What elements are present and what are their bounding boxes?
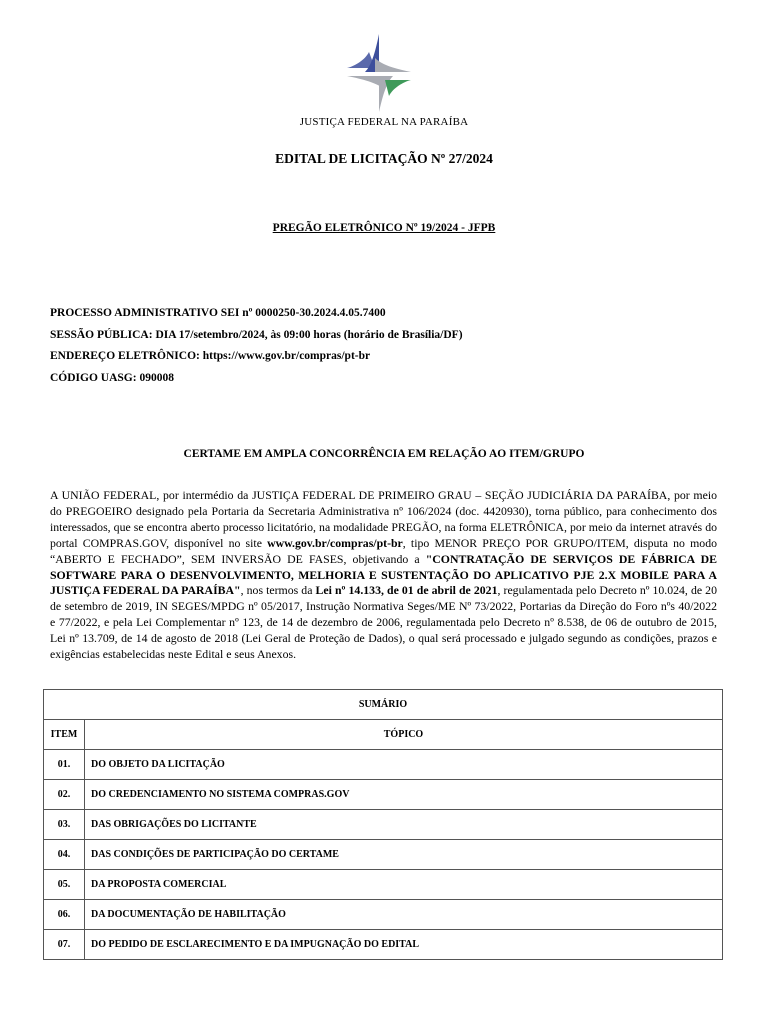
paragraph-text: , nos termos da: [240, 583, 316, 598]
table-row: [44, 870, 723, 900]
item-number: 06.: [44, 900, 85, 930]
item-number: 01.: [44, 750, 85, 780]
item-column-header: ITEM: [44, 720, 85, 750]
topic-title: DA PROPOSTA COMERCIAL: [85, 870, 723, 900]
object-description: "CONTRATAÇÃO DE SERVIÇOS DE FÁBRICA DE SOFTWARE PARA O DESENVOLVIMENTO, MELHORIA E SUSTENTAÇÃO DO APLICATIVO PJE 2.X MOBILE PARA A JUSTIÇA FEDERAL DA PARAÍBA": [50, 551, 717, 598]
table-row: [44, 780, 723, 810]
document-subtitle: PREGÃO ELETRÔNICO Nº 19/2024 - JFPB: [272, 222, 496, 234]
topic-title: DO OBJETO DA LICITAÇÃO: [85, 750, 723, 780]
organization-name: JUSTIÇA FEDERAL NA PARAÍBA: [299, 116, 469, 128]
document-title: EDITAL DE LICITAÇÃO Nº 27/2024: [275, 151, 493, 166]
public-session: SESSÃO PÚBLICA: DIA 17/setembro/2024, às 09:00 horas (horário de Brasília/DF): [50, 328, 463, 341]
site-link: www.gov.br/compras/pt-br: [267, 535, 403, 550]
justica-federal-logo: [345, 32, 413, 114]
item-number: 03.: [44, 810, 85, 840]
paragraph-text: , regulamentada pelo Decreto nº 10.024, de 20 de setembro de 2019, IN SEGES/MPDG nº 05/2017, Instrução Normativa Seges/ME Nº 73/2022, Portarias da Direção do Foro nºs 40/2022 e 77/2022, e pela Lei Complementar nº 123, de 14 de dezembro de 2006, regulamentada pelo Decreto nº 8.538, de 06 de outubro de 2015, Lei nº 13.709, de 14 de agosto de 2018 (Lei Geral de Proteção de Dados), o qual será processado e julgado segundo as condições, prazos e exigências estabelecidas neste Edital e seus Anexos.: [50, 583, 717, 662]
item-number: 04.: [44, 840, 85, 870]
item-number: 07.: [44, 930, 85, 960]
topic-title: DO PEDIDO DE ESCLARECIMENTO E DA IMPUGNAÇÃO DO EDITAL: [85, 930, 723, 960]
topic-column-header: TÓPICO: [85, 720, 723, 750]
topic-title: DO CREDENCIAMENTO NO SISTEMA COMPRAS.GOV: [85, 780, 723, 810]
law-reference: Lei nº 14.133, de 01 de abril de 2021: [315, 583, 498, 598]
paragraph-text: A UNIÃO FEDERAL, por intermédio da JUSTIÇA FEDERAL DE PRIMEIRO GRAU – SEÇÃO JUDICIÁRIA DA PARAÍBA, por meio do PREGOEIRO designado pela Portaria da Secretaria Administrativa nº 106/2024 (doc. 4420930), torna público, para conhecimento dos interessados, que se encontra aberto processo licitatório, na modalidade PREGÃO, na forma ELETRÔNICA, por meio da internet através do portal COMPRAS.GOV, disponível no site: [50, 488, 717, 550]
table-row: [44, 930, 723, 960]
topic-title: DAS CONDIÇÕES DE PARTICIPAÇÃO DO CERTAME: [85, 840, 723, 870]
item-number: 02.: [44, 780, 85, 810]
paragraph-text: , tipo MENOR PREÇO POR GRUPO/ITEM, disputa no modo “ABERTO E FECHADO”, SEM INVERSÃO DE FASES, objetivando a: [50, 535, 717, 566]
topic-title: DAS OBRIGAÇÕES DO LICITANTE: [85, 810, 723, 840]
process-number: PROCESSO ADMINISTRATIVO SEI nº 0000250-30.2024.4.05.7400: [50, 307, 386, 319]
summary-table: [43, 689, 723, 960]
electronic-address: ENDEREÇO ELETRÔNICO: https://www.gov.br/compras/pt-br: [50, 350, 371, 362]
topic-title: DA DOCUMENTAÇÃO DE HABILITAÇÃO: [85, 900, 723, 930]
table-row: [44, 750, 723, 780]
table-row: [44, 840, 723, 870]
table-row: [44, 900, 723, 930]
uasg-code: CÓDIGO UASG: 090008: [50, 371, 174, 384]
certame-heading: CERTAME EM AMPLA CONCORRÊNCIA EM RELAÇÃO AO ITEM/GRUPO: [183, 448, 585, 460]
intro-paragraph: [50, 488, 717, 663]
summary-caption: SUMÁRIO: [44, 690, 723, 720]
table-row: [44, 810, 723, 840]
item-number: 05.: [44, 870, 85, 900]
process-info: [50, 303, 463, 389]
